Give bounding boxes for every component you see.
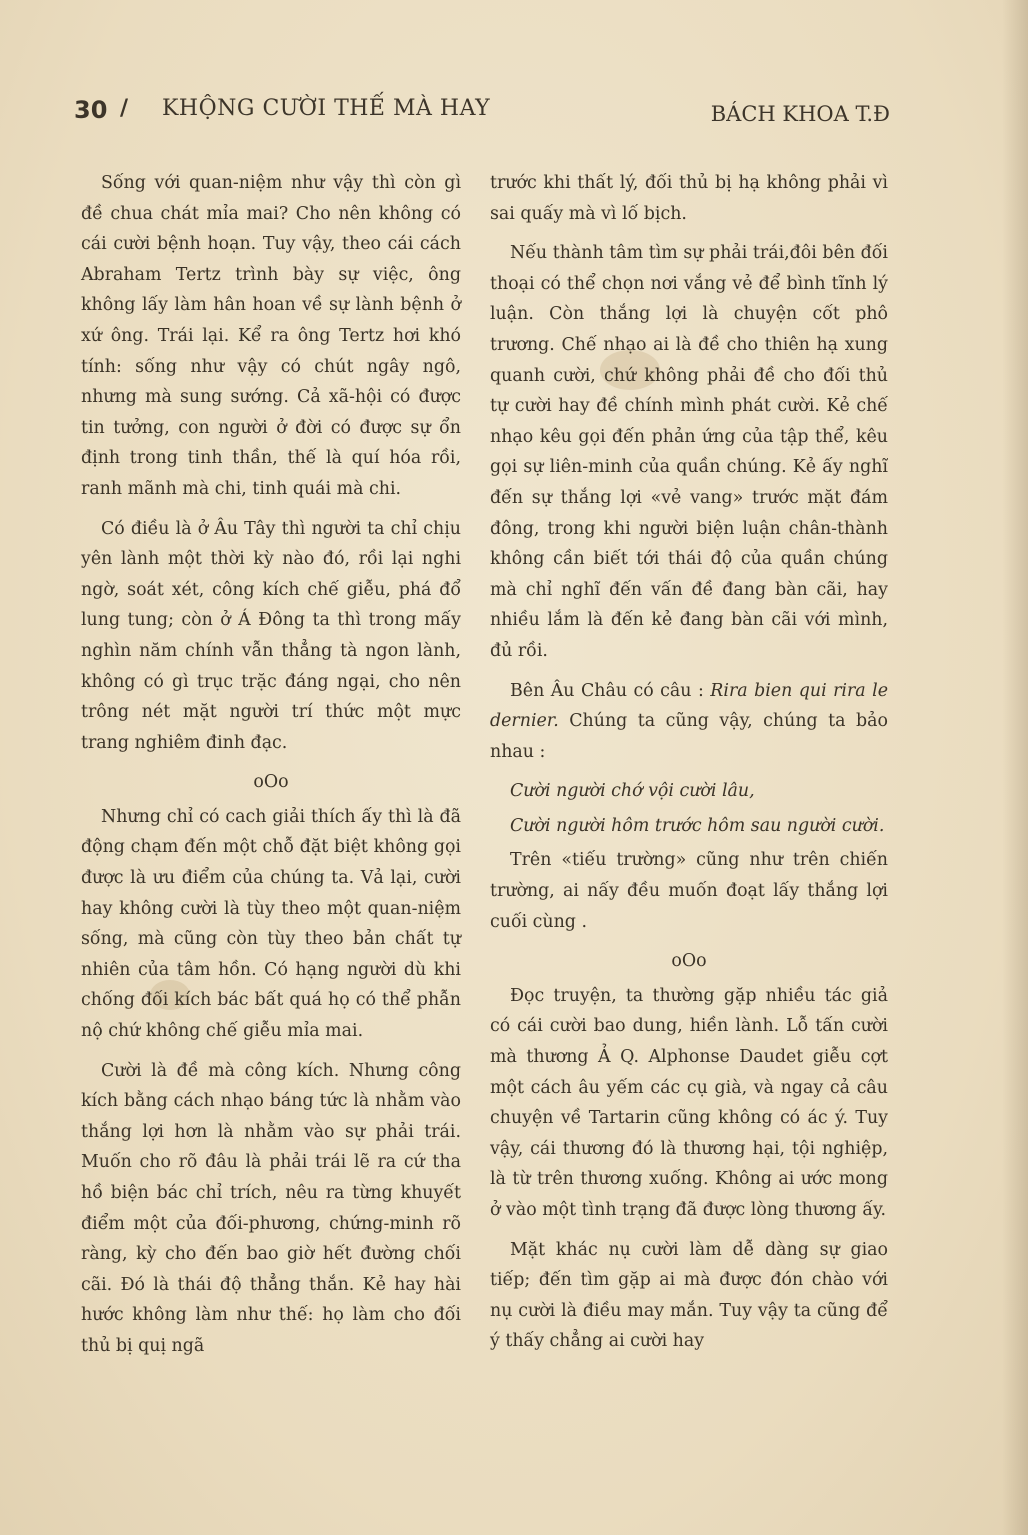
magazine-name: BÁCH KHOA T.Đ xyxy=(710,102,890,126)
paragraph: Trên «tiếu trường» cũng như trên chiến trường, ai nấy đều muốn đoạt lấy thắng lợi cuối cùng . xyxy=(490,850,888,932)
paragraph: Sống với quan-niệm như vậy thì còn gì đề chua chát mỉa mai? Cho nên không có cái cười bệnh hoạn. Tuy vậy, theo cái cách Abraham Tertz trình bày sự việc, ông không lấy làm hân hoan về sự lành bệnh ở xứ ông. Trái lại. Kể ra ông Tertz hơi khó tính: sống như vậy có chút ngây ngô, nhưng mà sung sướng. Cả xã-hội có được tin tưởng, con người ở đời có được sự ổn định trong tinh thần, thế là quí hóa rồi, ranh mãnh mà chi, tinh quái mà chi. xyxy=(81,173,461,499)
verse-line: Cười người chớ vội cười lâu, xyxy=(510,781,755,802)
header-separator: / xyxy=(120,96,129,121)
running-header xyxy=(74,92,894,132)
paragraph: Nhưng chỉ có cach giải thích ấy thì là đã động chạm đến một chỗ đặt biệt không gọi được là ưu điểm của chúng ta. Vả lại, cười hay không cười là tùy theo một quan-niệm sống, mà cũng còn tùy theo bản chất tự nhiên của tâm hồn. Có hạng người dù khi chống đối kích bác bất quá họ có thể phẫn nộ chứ không chế giễu mỉa mai. xyxy=(81,806,461,1042)
left-column xyxy=(81,168,461,1371)
section-separator: oOo xyxy=(671,951,707,972)
paragraph: trước khi thất lý, đối thủ bị hạ không phải vì sai quấy mà vì lố bịch. xyxy=(490,173,888,224)
paragraph: Cười là đề mà công kích. Nhưng công kích bằng cách nhạo báng tức là nhằm vào thắng lợi hơn là nhằm vào sự phải trái. Muốn cho rõ đâu là phải trái lẽ ra cứ tha hồ biện bác chỉ trích, nêu ra từng khuyết điểm một của đối-phương, chứng-minh rõ ràng, kỳ cho đến bao giờ hết đường chối cãi. Đó là thái độ thẳng thắn. Kẻ hay hài hước không làm như thế: họ làm cho đối thủ bị quị ngã xyxy=(81,1060,461,1356)
proverb-tail: Chúng ta cũng vậy, chúng ta bảo nhau : xyxy=(490,711,888,762)
right-column xyxy=(490,168,888,1366)
paragraph: Nếu thành tâm tìm sự phải trái,đôi bên đối thoại có thể chọn nơi vắng vẻ để bình tĩnh lý luận. Còn thắng lợi là chuyện cốt phô trương. Chế nhạo ai là đề cho thiên hạ xung quanh cười, chứ không phải đề cho đối thủ tự cười hay đề chính mình phát cười. Kẻ chế nhạo kêu gọi đến phản ứng của tập thể, kêu gọi sự liên-minh của quần chúng. Kẻ ấy nghĩ đến sự thắng lợi «vẻ vang» trước mặt đám đông, trong khi người biện luận chân-thành không cần biết tới thái độ của quần chúng mà chỉ nghĩ đến vấn đề đang bàn cãi, hay nhiều lắm là đến kẻ đang bàn cãi với mình, đủ rồi. xyxy=(490,243,888,661)
page-edge-shadow xyxy=(1002,0,1028,1535)
paragraph: Đọc truyện, ta thường gặp nhiều tác giả có cái cười bao dung, hiền lành. Lỗ tấn cười mà thương Ả Q. Alphonse Daudet giễu cợt một cách âu yếm các cụ già, và ngay cả câu chuyện về Tartarin cũng không có ác ý. Tuy vậy, cái thương đó là thương hại, tội nghiệp, là từ trên thương xuống. Không ai ước mong ở vào một tình trạng đã được lòng thương ấy. xyxy=(490,985,888,1220)
page-number: 30 xyxy=(74,96,108,124)
paragraph: Mặt khác nụ cười làm dễ dàng sự giao tiếp; đến tìm gặp ai mà được đón chào với nụ cười là điều may mắn. Tuy vậy ta cũng để ý thấy chẳng ai cười hay xyxy=(490,1239,888,1352)
proverb-intro: Bên Âu Châu có câu : xyxy=(510,680,711,701)
paragraph: Có điều là ở Âu Tây thì người ta chỉ chịu yên lành một thời kỳ nào đó, rồi lại nghi ngờ, soát xét, công kích chế giễu, phá đổ lung tung; còn ở Á Đông ta thì trong mấy nghìn năm chính vẫn thẳng tà ngon lành, không có gì trục trặc đáng ngại, cho nên trông nét mặt người trí thức một mực trang nghiêm đinh đạc. xyxy=(81,518,461,753)
verse-line: Cười người hôm trước hôm sau người cười. xyxy=(510,815,885,836)
section-separator: oOo xyxy=(253,772,289,793)
article-title: KHỘNG CƯỜI THẾ MÀ HAY xyxy=(162,96,491,121)
french-proverb: Rira bien qui rira le dernier. xyxy=(490,680,888,732)
paragraph xyxy=(490,676,888,768)
